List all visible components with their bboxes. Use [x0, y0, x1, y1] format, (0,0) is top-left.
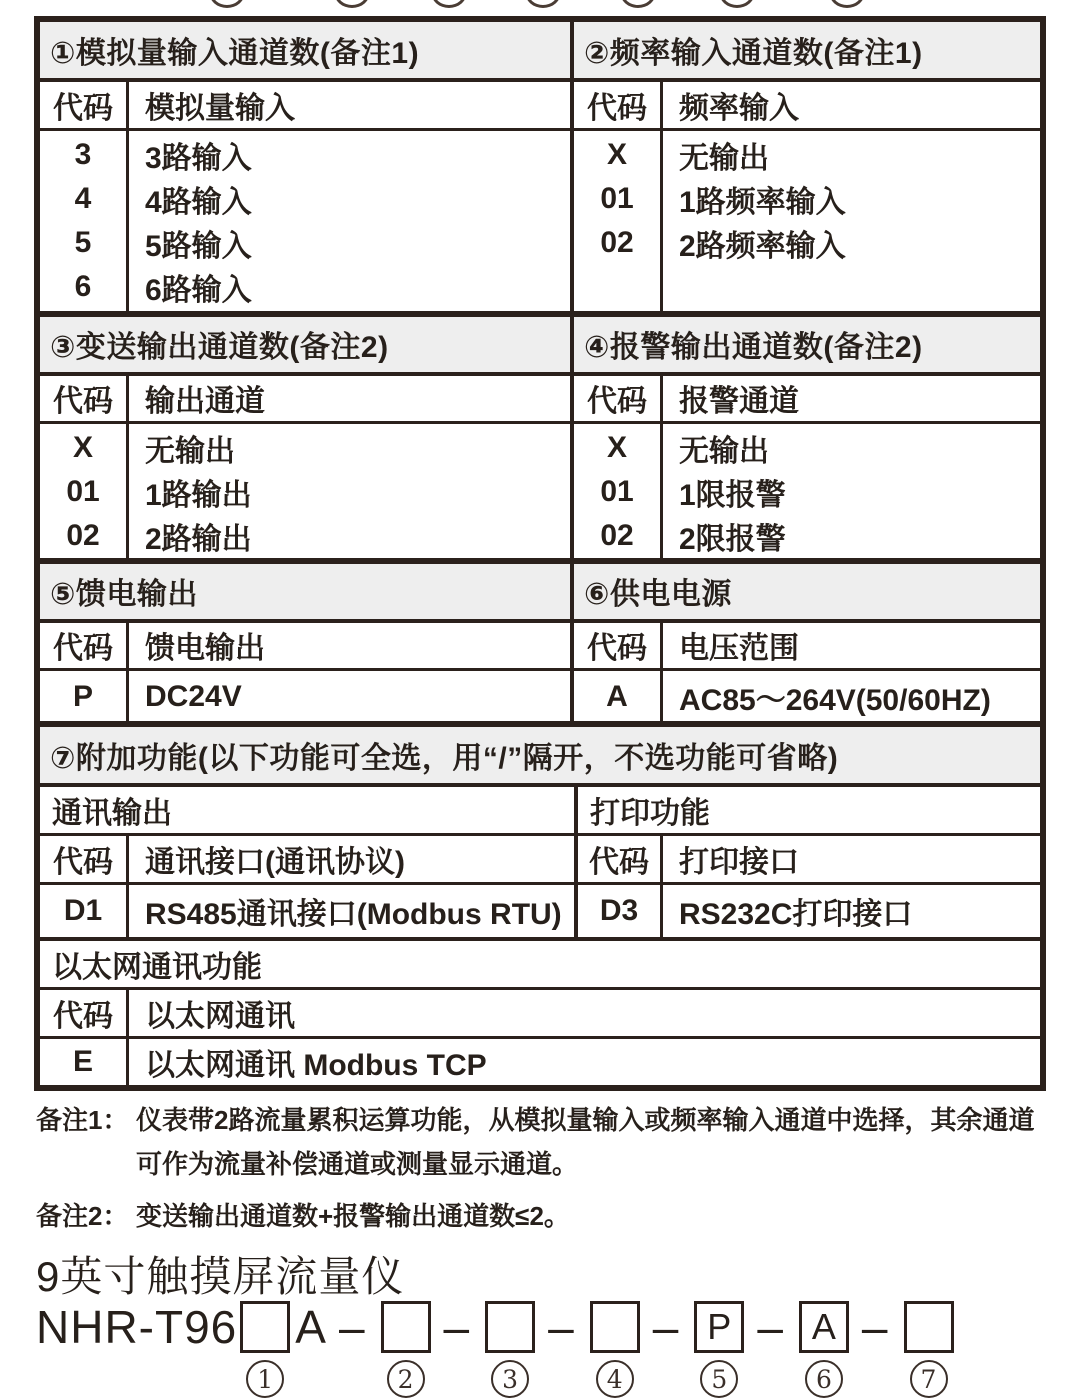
option-label: 6路输入 — [145, 274, 252, 307]
cropped-circle-marker — [620, 0, 656, 8]
column-header-row — [574, 82, 1040, 131]
code-value: 01 — [600, 182, 634, 215]
code-value: 01 — [600, 475, 634, 508]
section-title-3: ③变送输出通道数(备注2) — [40, 317, 570, 376]
option-label: 无输出 — [679, 142, 769, 175]
model-slot-6 — [799, 1301, 849, 1394]
code-value: P — [72, 680, 93, 713]
table-body — [574, 424, 1040, 558]
supply-power-table — [570, 564, 1040, 721]
column-header-row — [40, 990, 1040, 1039]
code-value: 02 — [66, 519, 100, 552]
print-function-subsection — [574, 787, 1040, 937]
code-value: E — [40, 1039, 129, 1085]
transmit-output-table — [40, 317, 570, 558]
section-title-5: ⑤馈电输出 — [40, 564, 570, 623]
section-title-1: ①模拟量输入通道数(备注1) — [40, 22, 570, 82]
position-marker-6: 6 — [805, 1360, 843, 1398]
code-value: 01 — [66, 475, 100, 508]
product-title: 9英寸触摸屏流量仪 — [36, 1253, 405, 1300]
option-column — [129, 131, 570, 311]
dash-separator: – — [861, 1301, 888, 1353]
cropped-circle-marker — [719, 0, 755, 8]
dash-separator: – — [548, 1301, 574, 1353]
code-column-header: 代码 — [578, 836, 663, 882]
cropped-circle-marker — [209, 0, 245, 8]
model-slot-4 — [590, 1301, 640, 1394]
option-label: 2限报警 — [679, 523, 786, 556]
code-column — [574, 671, 663, 721]
remark-label: 备注1： — [36, 1105, 129, 1135]
option-column-header: 馈电输出 — [145, 632, 265, 666]
option-label: 3路输入 — [145, 142, 252, 175]
option-label: 5路输入 — [145, 230, 252, 263]
table-body — [40, 131, 570, 311]
remark-text: 仪表带2路流量累积运算功能，从模拟量输入或频率输入通道中选择，其余通道可作为流量补偿通道或测量显示通道。 — [136, 1105, 1035, 1179]
column-header-row — [574, 376, 1040, 424]
code-value: 5 — [74, 226, 92, 259]
code-column — [40, 424, 129, 558]
model-slot-3 — [485, 1301, 535, 1394]
remark-2 — [36, 1194, 1046, 1238]
code-column-header: 代码 — [40, 82, 129, 128]
code-value: X — [72, 431, 93, 464]
position-marker-4: 4 — [596, 1360, 634, 1398]
section-title-6: ⑥供电电源 — [574, 564, 1040, 623]
code-value: X — [606, 138, 627, 171]
alarm-output-table — [570, 317, 1040, 558]
subsection-name: 以太网通讯功能 — [40, 941, 1040, 990]
code-column — [40, 131, 129, 311]
table-row — [578, 885, 1040, 937]
dash-separator: – — [757, 1301, 783, 1353]
remark-1 — [36, 1098, 1046, 1186]
option-column-header: 通讯接口(通讯协议) — [145, 846, 405, 879]
ethernet-subsection — [40, 937, 1040, 1085]
code-column — [40, 671, 129, 721]
option-label: 1限报警 — [679, 479, 786, 512]
code-value: A — [606, 680, 628, 713]
model-slot-5 — [694, 1301, 744, 1394]
subsection-name: 通讯输出 — [40, 787, 574, 836]
option-label: RS232C打印接口 — [679, 898, 913, 931]
code-column-header: 代码 — [40, 836, 129, 882]
model-slot-7 — [904, 1301, 954, 1394]
option-column-header: 以太网通讯 — [145, 1000, 295, 1033]
option-column-header: 报警通道 — [679, 385, 799, 419]
option-column — [129, 424, 570, 558]
option-label: 无输出 — [679, 435, 769, 468]
code-column-header: 代码 — [40, 990, 129, 1036]
cropped-circle-marker — [334, 0, 370, 8]
code-value: X — [606, 431, 627, 464]
option-column-header: 频率输入 — [679, 92, 799, 125]
option-column-header: 电压范围 — [679, 632, 799, 666]
option-label: 无输出 — [145, 435, 235, 468]
selection-code-table — [34, 16, 1046, 1091]
code-value: 3 — [74, 138, 92, 171]
comm-print-subsections — [40, 787, 1040, 937]
code-value: 4 — [74, 182, 92, 215]
section-title-2: ②频率输入通道数(备注1) — [574, 22, 1040, 82]
slot-value: A — [811, 1306, 836, 1347]
section-row-1 — [40, 22, 1040, 311]
code-column — [574, 424, 663, 558]
model-slot-2 — [381, 1301, 431, 1394]
dash-separator: – — [443, 1301, 470, 1353]
table-body — [40, 424, 570, 558]
option-label: 1路频率输入 — [679, 186, 846, 219]
column-header-row — [574, 623, 1040, 671]
position-marker-5: 5 — [700, 1360, 738, 1398]
code-value: 02 — [600, 519, 634, 552]
code-column — [574, 131, 663, 311]
option-column — [129, 671, 570, 721]
feed-power-output-table — [40, 564, 570, 721]
model-prefix: NHR-T96 — [36, 1301, 238, 1353]
code-value: 6 — [74, 270, 92, 303]
table-body — [574, 131, 1040, 311]
code-value: D3 — [578, 885, 663, 937]
position-marker-7: 7 — [910, 1360, 948, 1398]
position-marker-3: 3 — [491, 1360, 529, 1398]
section-row-2 — [40, 311, 1040, 558]
option-label: 1路输出 — [145, 479, 252, 512]
table-body — [574, 671, 1040, 721]
table-body — [40, 671, 570, 721]
code-column-header: 代码 — [40, 623, 129, 668]
remark-label: 备注2： — [36, 1201, 129, 1231]
cropped-circle-marker — [431, 0, 467, 8]
model-slot-1 — [240, 1301, 290, 1394]
option-column-header: 输出通道 — [145, 385, 265, 419]
option-label: 2路频率输入 — [679, 230, 846, 263]
frequency-input-table — [570, 22, 1040, 311]
remarks — [36, 1098, 1046, 1238]
section-title-7: ⑦附加功能(以下功能可全选，用“/”隔开，不选功能可省略) — [40, 727, 1040, 787]
code-column-header: 代码 — [574, 82, 663, 128]
option-column — [663, 131, 1040, 311]
option-column — [663, 671, 1040, 721]
position-marker-1: 1 — [246, 1360, 284, 1398]
subsection-name: 打印功能 — [578, 787, 1040, 836]
column-header-row — [40, 836, 574, 885]
option-label: DC24V — [145, 680, 242, 713]
column-header-row — [578, 836, 1040, 885]
option-column — [663, 424, 1040, 558]
option-column-header: 打印接口 — [679, 846, 799, 879]
code-column-header: 代码 — [574, 623, 663, 668]
model-code-line — [36, 1300, 954, 1394]
table-row — [40, 1039, 1040, 1085]
cropped-circle-marker — [525, 0, 561, 8]
code-column-header: 代码 — [574, 376, 663, 421]
dash-separator: – — [652, 1301, 679, 1353]
code-value: 02 — [600, 226, 634, 259]
section-title-4: ④报警输出通道数(备注2) — [574, 317, 1040, 376]
dash-separator: – — [338, 1301, 365, 1353]
slot-value: P — [707, 1306, 732, 1347]
column-header-row — [40, 82, 570, 131]
option-label: RS485通讯接口(Modbus RTU) — [145, 898, 562, 931]
code-value: D1 — [40, 885, 129, 937]
column-header-row — [40, 623, 570, 671]
analog-input-table — [40, 22, 570, 311]
model-fixed-suffix: A — [295, 1301, 326, 1353]
additional-functions-section — [40, 721, 1040, 1085]
option-label: 以太网通讯 Modbus TCP — [145, 1049, 487, 1082]
table-row — [40, 885, 574, 937]
option-label: AC85～264V(50/60HZ) — [679, 684, 991, 717]
option-column-header: 模拟量输入 — [145, 92, 295, 125]
code-column-header: 代码 — [40, 376, 129, 421]
section-row-3 — [40, 558, 1040, 721]
remark-text: 变送输出通道数+报警输出通道数≤2。 — [136, 1201, 570, 1231]
comm-output-subsection — [40, 787, 574, 937]
column-header-row — [40, 376, 570, 424]
option-label: 4路输入 — [145, 186, 252, 219]
option-label: 2路输出 — [145, 523, 252, 556]
position-marker-2: 2 — [387, 1360, 425, 1398]
cropped-circle-marker — [829, 0, 865, 8]
